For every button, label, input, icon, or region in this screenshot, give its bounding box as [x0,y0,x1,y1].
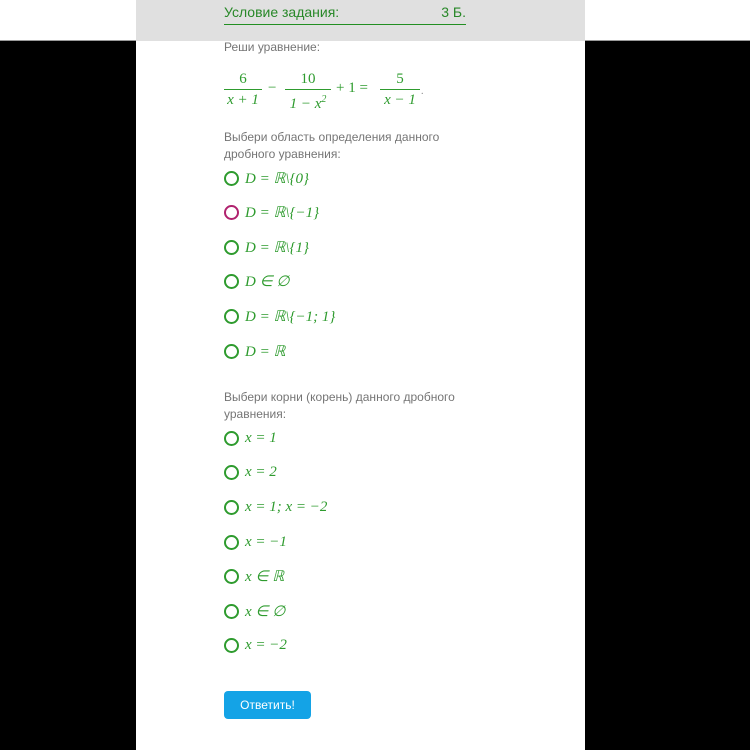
option-label: x = −1 [245,533,287,550]
task-header [224,0,466,25]
fraction-3-denominator: x − 1 [384,92,416,108]
option-label: x = 1 [245,429,277,446]
radio-button[interactable] [224,240,239,255]
option-label: x ∈ ℝ [245,568,285,585]
domain-option[interactable] [224,203,444,221]
domain-option[interactable] [224,169,444,187]
fraction-3-numerator: 5 [396,71,404,87]
radio-button[interactable] [224,465,239,480]
domain-option[interactable] [224,238,444,256]
root-option[interactable] [224,498,444,516]
radio-button[interactable] [224,205,239,220]
radio-button[interactable] [224,569,239,584]
domain-option[interactable] [224,342,444,360]
fraction-2 [285,70,331,112]
radio-button[interactable] [224,638,239,653]
plus-one-equals: + 1 = [336,80,368,96]
radio-button[interactable] [224,431,239,446]
task-instruction: Реши уравнение: [224,40,321,54]
radio-button[interactable] [224,535,239,550]
radio-button[interactable] [224,344,239,359]
option-label: D = ℝ\{−1; 1} [245,308,336,325]
option-label: x = 2 [245,463,277,480]
radio-button[interactable] [224,171,239,186]
background-page-left [0,0,136,41]
root-option[interactable] [224,636,444,654]
task-points: 3 Б. [441,4,466,20]
question-roots-text: Выбери корни (корень) данного дробного уравнения: [224,390,455,421]
question-domain-text: Выбери область определения данного дробного уравнения: [224,130,440,161]
background-page-right [585,0,750,41]
root-option[interactable] [224,463,444,481]
domain-option[interactable] [224,272,444,290]
option-label: D ∈ ∅ [245,273,290,290]
equation-period: . [421,86,424,97]
task-header-title: Условие задания: [224,4,340,20]
option-label: D = ℝ [245,343,286,360]
submit-button[interactable]: Ответить! [224,691,311,719]
option-label: x ∈ ∅ [245,603,286,620]
minus-sign: − [268,80,277,96]
fraction-2-numerator: 10 [300,71,316,87]
root-option[interactable] [224,533,444,551]
root-option[interactable] [224,602,444,620]
option-label: D = ℝ\{1} [245,239,309,256]
root-option[interactable] [224,567,444,585]
option-label: x = 1; x = −2 [245,498,328,515]
fraction-1-numerator: 6 [239,71,247,87]
radio-button[interactable] [224,604,239,619]
fraction-1 [224,70,262,109]
domain-option[interactable] [224,307,444,325]
option-label: x = −2 [245,636,287,653]
option-label: D = ℝ\{0} [245,170,309,187]
option-label: D = ℝ\{−1} [245,204,320,221]
radio-button[interactable] [224,309,239,324]
fraction-1-denominator: x + 1 [227,92,259,108]
equation [224,70,464,110]
radio-button[interactable] [224,500,239,515]
radio-button[interactable] [224,274,239,289]
fraction-2-denominator: $1 - x^2$ [289,94,327,112]
fraction-3 [380,70,420,109]
root-option[interactable] [224,429,444,447]
